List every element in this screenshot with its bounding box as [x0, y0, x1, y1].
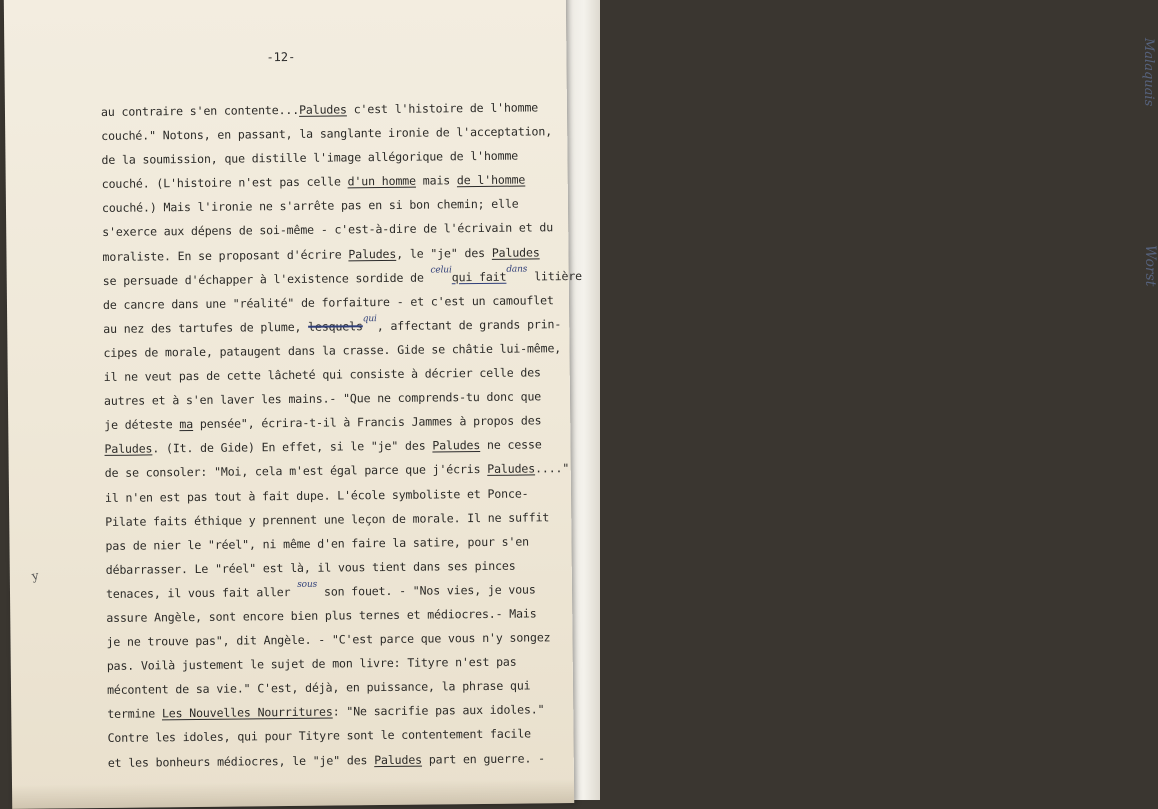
text-segment: je ne trouve pas", dit Angèle. - "C'est parce que vous n'y songez	[106, 630, 550, 649]
text-segment: ne cesse	[480, 438, 542, 453]
underlined-title: Paludes	[432, 438, 480, 452]
text-segment: il n'en est pas tout à fait dupe. L'école symboliste et Ponce-	[105, 486, 529, 504]
underlined-title: Les Nouvelles Nourritures	[162, 705, 333, 721]
underlined-title: Paludes	[299, 102, 347, 116]
underlined-phrase: de l'homme	[457, 173, 525, 188]
text-segment: se persuade d'échapper à l'existence sordide de	[103, 270, 431, 287]
handwritten-insertion: celui	[430, 265, 451, 275]
text-segment: de se consoler: "Moi, cela m'est égal parce que j'écris	[105, 462, 488, 480]
text-segment: Pilate faits éthique y prennent une leçon de morale. Il ne suffit	[105, 510, 549, 529]
corrected-phrase: qui fait	[452, 269, 507, 284]
side-label-top: Malaquais	[1141, 38, 1156, 106]
text-segment: assure Angèle, sont encore bien plus ternes et médiocres.- Mais	[106, 606, 536, 625]
underlined-title: Paludes	[374, 752, 422, 766]
text-segment: son fouet. - "Nos vies, je vous	[317, 582, 536, 598]
underlined-phrase: d'un homme	[348, 174, 416, 189]
text-segment: de la soumission, que distille l'image allégorique de l'homme	[101, 149, 518, 167]
text-segment: autres et à s'en laver les mains.- "Que ne comprends-tu donc que	[104, 389, 541, 408]
text-segment: . (It. de Gide) En effet, si le "je" des	[152, 439, 432, 456]
text-segment: au contraire s'en contente...	[101, 103, 299, 119]
typewritten-page	[4, 0, 574, 809]
text-segment: couché. (L'histoire n'est pas celle	[102, 175, 348, 192]
text-segment: cipes de morale, pataugent dans la crasse. Gide se châtie lui-même,	[103, 341, 561, 360]
underlined-word: ma	[179, 417, 193, 431]
text-segment: de cancre dans une "réalité" de forfaiture - et c'est un camouflet	[103, 293, 554, 312]
text-segment: pensée", écrira-t-il à Francis Jammes à propos des	[193, 414, 541, 432]
text-segment: litière	[527, 269, 582, 284]
text-segment: au nez des tartufes de plume,	[103, 320, 308, 336]
text-segment: Contre les idoles, qui pour Tityre sont le contentement facile	[107, 727, 531, 745]
text-line-28	[108, 746, 568, 775]
text-segment: couché.) Mais l'ironie ne s'arrête pas en si bon chemin; elle	[102, 197, 519, 215]
text-segment: et les bonheurs médiocres, le "je" des	[108, 753, 375, 770]
text-segment: termine	[107, 707, 162, 722]
underlined-title: Paludes	[104, 442, 152, 456]
text-segment: pas. Voilà justement le sujet de mon livre: Tityre n'est pas	[107, 655, 517, 673]
text-segment: débarrasser. Le "réel" est là, il vous tient dans ses pinces	[106, 558, 516, 576]
handwritten-insertion: qui	[363, 314, 377, 324]
underlined-title: Paludes	[487, 462, 535, 476]
struck-word: lesquels	[308, 319, 363, 334]
text-segment: pas de nier le "réel", ni même d'en faire la satire, pour s'en	[105, 534, 529, 552]
text-segment: mais	[416, 174, 457, 188]
text-segment: ...."	[535, 461, 569, 475]
text-segment: il ne veut pas de cette lâcheté qui consiste à décrier celle des	[104, 365, 541, 384]
text-segment: mécontent de sa vie." C'est, déjà, en puissance, la phrase qui	[107, 679, 531, 697]
text-segment: : "Ne sacrifie pas aux idoles."	[333, 703, 545, 719]
page-number: -12-	[266, 50, 295, 64]
text-segment: couché." Notons, en passant, la sanglante ironie de l'acceptation,	[101, 124, 552, 143]
text-segment: c'est l'histoire de l'homme	[347, 100, 538, 116]
text-segment: , affectant de grands prin-	[377, 317, 562, 333]
body-text	[101, 95, 568, 774]
text-segment: , le "je" des	[396, 245, 492, 260]
margin-mark: y	[31, 568, 40, 583]
text-segment: part en guerre. -	[422, 751, 545, 766]
handwritten-insertion: dans	[506, 264, 527, 274]
underlined-title: Paludes	[492, 245, 540, 259]
side-label-middle: Worst	[1142, 245, 1158, 286]
text-segment: tenaces, il vous fait aller	[106, 585, 297, 601]
text-segment: s'exerce aux dépens de soi-même - c'est-à-dire de l'écrivain et du	[102, 221, 553, 240]
handwritten-insertion: sous	[297, 580, 317, 590]
text-segment: je déteste	[104, 417, 179, 432]
underlined-title: Paludes	[348, 246, 396, 260]
text-segment: moraliste. En se proposant d'écrire	[102, 247, 348, 264]
